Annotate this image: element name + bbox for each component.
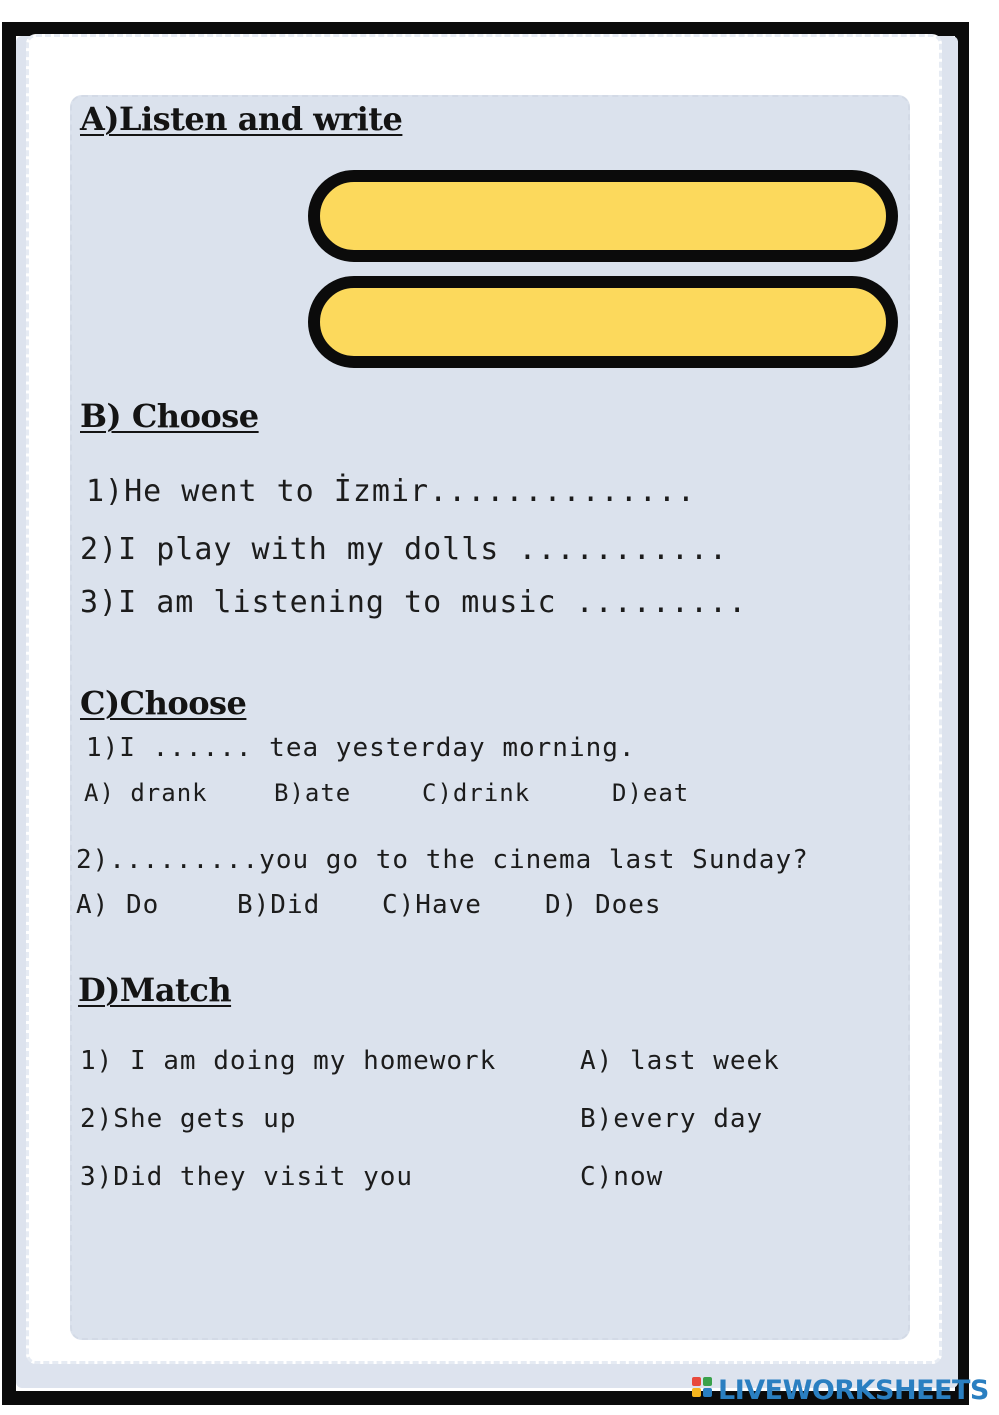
question-2-stem: 2).........you go to the cinema last Sunday? xyxy=(76,845,809,875)
question-2-option-c[interactable]: C)Have xyxy=(382,890,482,920)
match-right-c[interactable]: C)now xyxy=(580,1162,664,1192)
logo-blocks-icon xyxy=(692,1377,714,1403)
match-left-3[interactable]: 3)Did they visit you xyxy=(80,1162,414,1192)
choose-item-3[interactable]: 3)I am listening to music ......... xyxy=(80,585,748,620)
section-a-heading: A)Listen and write xyxy=(80,100,403,138)
choose-item-1[interactable]: 1)He went to İzmir.............. xyxy=(86,474,696,509)
question-1-option-c[interactable]: C)drink xyxy=(422,779,531,807)
match-left-2[interactable]: 2)She gets up xyxy=(80,1104,297,1134)
logo-text: LIVEWORKSHEETS xyxy=(718,1374,989,1406)
section-b-heading: B) Choose xyxy=(80,397,259,435)
question-1-option-b[interactable]: B)ate xyxy=(274,779,352,807)
question-1-option-d[interactable]: D)eat xyxy=(612,779,690,807)
answer-box-1[interactable] xyxy=(308,170,898,262)
question-1-option-a[interactable]: A) drank xyxy=(84,779,208,807)
match-left-1[interactable]: 1) I am doing my homework xyxy=(80,1046,497,1076)
match-right-a[interactable]: A) last week xyxy=(580,1046,780,1076)
liveworksheets-logo xyxy=(692,1374,989,1406)
section-d-heading: D)Match xyxy=(78,971,232,1009)
section-c-heading: C)Choose xyxy=(80,684,247,722)
answer-box-2[interactable] xyxy=(308,276,898,368)
question-1-stem: 1)I ...... tea yesterday morning. xyxy=(86,733,636,763)
question-2-option-a[interactable]: A) Do xyxy=(76,890,160,920)
match-right-b[interactable]: B)every day xyxy=(580,1104,764,1134)
question-2-option-d[interactable]: D) Does xyxy=(545,890,662,920)
question-2-option-b[interactable]: B)Did xyxy=(237,890,321,920)
choose-item-2[interactable]: 2)I play with my dolls ........... xyxy=(80,532,729,567)
